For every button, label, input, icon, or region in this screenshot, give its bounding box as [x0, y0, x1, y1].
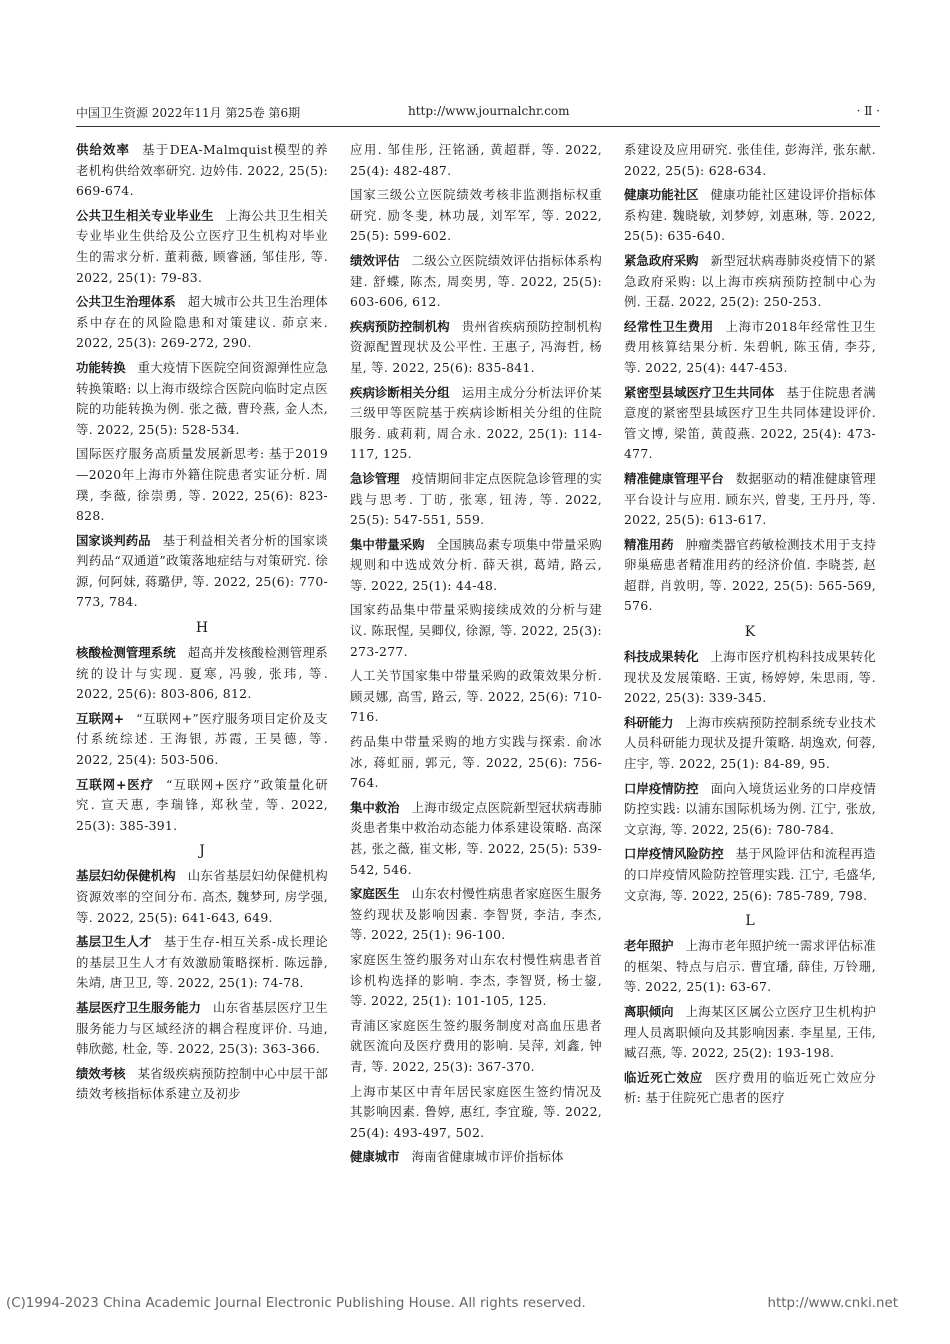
index-entry [76, 643, 328, 705]
reference-text: 疫情期间非定点医院急诊管理的实践与思考. 丁昉, 张寒, 钮涛, 等. 2022, 25(5): 547-551, 559. [350, 470, 603, 528]
reference-text: 基于风险评估和流程再造的口岸疫情风险防控管理实践. 江宁, 毛盛华, 文京海, 等. 2022, 25(6): 785-789, 798. [624, 846, 876, 903]
index-entry [624, 844, 876, 906]
index-entry [624, 383, 876, 465]
index-subreference [350, 666, 602, 728]
index-entry [624, 317, 876, 379]
index-term: 国家谈判药品 [76, 532, 151, 548]
index-subreference [350, 732, 602, 794]
index-term: 紧密型县域医疗卫生共同体 [624, 384, 775, 400]
index-entry [624, 535, 876, 617]
reference-text: 上海市2018年经常性卫生费用核算结果分析. 朱碧帆, 陈玉倩, 李芬, 等. 2022, 25(4): 447-453. [624, 318, 876, 375]
index-column-1 [76, 140, 328, 1109]
index-entry [624, 936, 876, 998]
running-header [76, 104, 880, 124]
index-term: 基层卫生人才 [76, 934, 152, 950]
index-entry [76, 140, 328, 202]
cnki-link[interactable]: http://www.cnki.net [767, 1296, 898, 1311]
reference-text: 人工关节国家集中带量采购的政策效果分析. 顾灵娜, 高雪, 路云, 等. 2022, 25(6): 710-716. [350, 668, 602, 725]
index-term: 绩效考核 [76, 1065, 126, 1081]
index-entry [624, 469, 876, 531]
index-term: 经常性卫生费用 [624, 318, 714, 334]
reference-text: 医疗费用的临近死亡效应分析: 基于住院死亡患者的医疗 [624, 1069, 876, 1106]
index-entry [350, 383, 602, 465]
reference-text: 药品集中带量采购的地方实践与探索. 俞冰冰, 蒋虹丽, 郭元, 等. 2022, 25(6): 756-764. [350, 734, 602, 791]
journal-url[interactable]: http://www.journalchr.com [408, 104, 570, 118]
reference-text: 重大疫情下医院空间资源弹性应急转换策略: 以上海市级综合医院向临时定点医院的功能转换为例. 张之薇, 曹玲燕, 金人杰, 等. 2022, 25(5): 528-534. [76, 359, 329, 437]
reference-text: 上海市医疗机构科技成果转化现状及发展策略. 王寅, 杨婷婷, 朱思雨, 等. 2022, 25(3): 339-345. [624, 649, 877, 706]
reference-text: 全国胰岛素专项集中带量采购规则和中选成效分析. 薛天祺, 葛靖, 路云, 等. 2022, 25(1): 44-48. [350, 536, 603, 593]
reference-text: 上海市某区中青年居民家庭医生签约情况及其影响因素. 鲁婷, 惠红, 李宜璇, 等. 2022, 25(4): 493-497, 502. [350, 1083, 602, 1140]
index-entry [624, 647, 876, 709]
index-entry [76, 866, 328, 928]
section-letter: L [745, 913, 755, 930]
index-entry [76, 998, 328, 1060]
index-subreference [76, 444, 328, 526]
index-entry [76, 531, 328, 613]
index-term: 口岸疫情防控 [624, 780, 699, 796]
reference-text: 上海市级定点医院新型冠状病毒肺炎患者集中救治动态能力体系建设策略. 高深甚, 张之薇, 崔文彬, 等. 2022, 25(5): 539-542, 546. [350, 799, 603, 877]
index-entry [350, 535, 602, 597]
reference-continuation: 应用. 邹佳彤, 汪铭涵, 黄超群, 等. 2022, 25(4): 482-487. [350, 142, 602, 178]
reference-text: 新型冠状病毒肺炎疫情下的紧急政府采购: 以上海市疾病预防控制中心为例. 王磊. 2022, 25(2): 250-253. [624, 252, 877, 310]
reference-text: 上海市疾病预防控制系统专业技术人员科研能力现状及提升策略. 胡逸欢, 何蓉, 庄宇, 等. 2022, 25(1): 84-89, 95. [624, 714, 877, 772]
index-term: 精准健康管理平台 [624, 470, 724, 486]
index-term: 疾病诊断相关分组 [350, 384, 450, 400]
index-entry [350, 1147, 602, 1168]
index-term: 公共卫生相关专业毕业生 [76, 207, 214, 223]
index-term: 互联网+医疗 [76, 776, 154, 792]
index-term: 基层妇幼保健机构 [76, 868, 176, 884]
index-term: 绩效评估 [350, 252, 400, 268]
section-letter: J [199, 843, 205, 860]
reference-text: 山东省基层妇幼保健机构资源效率的空间分布. 高杰, 魏梦珂, 房学强, 等. 2022, 25(5): 641-643, 649. [76, 868, 328, 925]
reference-text: 国家药品集中带量采购接续成效的分析与建议. 陈珉惺, 吴卿仪, 徐源, 等. 2022, 25(3): 273-277. [350, 602, 602, 659]
reference-text: 上海市老年照护统一需求评估标准的框架、特点与启示. 曹宜璠, 薛佳, 万铃珊, 等. 2022, 25(1): 63-67. [624, 938, 877, 995]
index-entry [350, 251, 602, 313]
index-term: 急诊管理 [350, 470, 400, 486]
reference-text: 青浦区家庭医生签约服务制度对高血压患者就医流向及医疗费用的影响. 吴萍, 刘鑫, 钟青, 等. 2022, 25(3): 367-370. [350, 1017, 602, 1074]
index-entry [350, 798, 602, 880]
page-number: · Ⅱ · [856, 104, 880, 118]
section-letter: K [744, 624, 756, 641]
reference-text: “互联网+”医疗服务项目定价及支付系统综述. 王海银, 苏霞, 王昊德, 等. 2022, 25(4): 503-506. [76, 710, 328, 768]
index-entry [76, 709, 328, 771]
reference-text: 肿瘤类器官药敏检测技术用于支持卵巢癌患者精准用药的经济价值. 李晓荟, 赵超群, 肖敦明, 等. 2022, 25(5): 565-569, 576. [624, 536, 877, 614]
reference-continuation: 国家三级公立医院绩效考核非监测指标权重研究. 励冬斐, 林功晟, 刘军军, 等. 2022, 25(5): 599-602. [350, 187, 602, 244]
index-term: 互联网+ [76, 710, 125, 726]
index-term: 离职倾向 [624, 1003, 674, 1019]
index-column-3 [624, 140, 876, 1113]
reference-text: 运用主成分分析法评价某三级甲等医院基于疾病诊断相关分组的住院服务. 戚莉莉, 周合永. 2022, 25(1): 114-117, 125. [350, 384, 602, 462]
index-entry [76, 932, 328, 994]
index-entry [76, 292, 328, 354]
index-term: 紧急政府采购 [624, 252, 699, 268]
index-term: 健康功能社区 [624, 187, 699, 203]
reference-text: “互联网+医疗”政策量化研究. 宣天惠, 李瑞锋, 郑秋莹, 等. 2022, 25(3): 385-391. [76, 776, 328, 833]
index-entry [76, 775, 328, 837]
reference-text: 基于生存-相互关系-成长理论的基层卫生人才有效激励策略探析. 陈远静, 朱靖, 唐卫卫, 等. 2022, 25(1): 74-78. [76, 934, 328, 991]
index-term: 集中救治 [350, 799, 400, 815]
reference-text: 山东农村慢性病患者家庭医生服务签约现状及影响因素. 李智贤, 李洁, 李杰, 等. 2022, 25(1): 96-100. [350, 886, 603, 943]
index-term: 临近死亡效应 [624, 1069, 704, 1085]
index-entry [624, 185, 876, 247]
index-term: 科技成果转化 [624, 649, 699, 665]
index-term: 口岸疫情风险防控 [624, 846, 724, 862]
header-rule [76, 126, 880, 127]
index-term: 精准用药 [624, 536, 674, 552]
reference-text: 上海某区区属公立医疗卫生机构护理人员离职倾向及其影响因素. 李星星, 王伟, 臧召燕, 等. 2022, 25(2): 193-198. [624, 1003, 877, 1061]
reference-text: 国际医疗服务高质量发展新思考: 基于2019—2020年上海市外籍住院患者实证分析. 周璞, 李薇, 徐崇勇, 等. 2022, 25(6): 823-828. [76, 446, 328, 524]
index-term: 科研能力 [624, 714, 674, 730]
reference-text: 超大城市公共卫生治理体系中存在的风险隐患和对策建议. 茆京来. 2022, 25(3): 269-272, 290. [76, 294, 328, 351]
reference-text: 基于利益相关者分析的国家谈判药品“双通道”政策落地症结与对策研究. 徐源, 何阿妹, 蒋璐伊, 等. 2022, 25(6): 770-773, 784. [76, 532, 329, 610]
index-entry [350, 317, 602, 379]
index-subreference [350, 1016, 602, 1078]
index-entry [624, 1002, 876, 1064]
index-entry [76, 206, 328, 288]
reference-text: 面向入境货运业务的口岸疫情防控实践: 以浦东国际机场为例. 江宁, 张放, 文京海, 等. 2022, 25(6): 780-784. [624, 780, 877, 837]
index-subreference [350, 950, 602, 1012]
index-entry [624, 251, 876, 313]
index-entry [350, 884, 602, 946]
index-term: 核酸检测管理系统 [76, 645, 176, 661]
reference-text: 数据驱动的精准健康管理平台设计与应用. 顾东兴, 曾斐, 王丹丹, 等. 2022, 25(5): 613-617. [624, 470, 876, 528]
copyright-notice: (C)1994-2023 China Academic Journal Electronic Publishing House. All rights reserved. [6, 1296, 586, 1311]
reference-text: 山东省基层医疗卫生服务能力与区域经济的耦合程度评价. 马迪, 韩欣懿, 杜金, 等. 2022, 25(3): 363-366. [76, 999, 329, 1057]
index-subreference [350, 600, 602, 662]
index-subreference [350, 1082, 602, 1144]
index-entry [76, 1064, 328, 1105]
index-term: 功能转换 [76, 359, 126, 375]
index-term: 家庭医生 [350, 886, 400, 902]
index-term: 基层医疗卫生服务能力 [76, 999, 201, 1015]
reference-text: 基于住院患者满意度的紧密型县域医疗卫生共同体建设评价. 管文博, 梁笛, 黄葭燕. 2022, 25(4): 473-477. [624, 384, 877, 462]
reference-text: 二级公立医院绩效评估指标体系构建. 舒蝶, 陈杰, 周奕男, 等. 2022, 25(5): 603-606, 612. [350, 252, 603, 310]
journal-info: 中国卫生资源 2022年11月 第25卷 第6期 [76, 106, 301, 120]
reference-text: 基于DEA-Malmquist模型的养老机构供给效率研究. 边妗伟. 2022, 25(5): 669-674. [76, 142, 328, 199]
section-letter: H [195, 620, 209, 637]
index-entry [76, 358, 328, 440]
index-entry [624, 779, 876, 841]
reference-text: 超高并发核酸检测管理系统的设计与实现. 夏寒, 冯骏, 张玮, 等. 2022, 25(6): 803-806, 812. [76, 645, 328, 702]
reference-text: 某省级疾病预防控制中心中层干部绩效考核指标体系建立及初步 [76, 1065, 329, 1102]
index-term: 疾病预防控制机构 [350, 318, 450, 334]
reference-text: 健康功能社区建设评价指标体系构建. 魏晓敏, 刘梦婷, 刘惠琳, 等. 2022, 25(5): 635-640. [624, 187, 877, 244]
reference-text: 贵州省疾病预防控制机构资源配置现状及公平性. 王惠子, 冯海哲, 杨星, 等. 2022, 25(6): 835-841. [350, 318, 602, 375]
index-column-2 [350, 140, 602, 1172]
index-term: 集中带量采购 [350, 536, 425, 552]
reference-continuation: 系建设及应用研究. 张佳佳, 彭海洋, 张东献. 2022, 25(5): 628-634. [624, 142, 876, 178]
index-term: 健康城市 [350, 1149, 400, 1165]
index-entry [624, 713, 876, 775]
index-term: 公共卫生治理体系 [76, 294, 176, 310]
index-term: 老年照护 [624, 938, 674, 954]
reference-text: 家庭医生签约服务对山东农村慢性病患者首诊机构选择的影响. 李杰, 李智贤, 杨士鋆, 等. 2022, 25(1): 101-105, 125. [350, 951, 602, 1009]
reference-text: 上海公共卫生相关专业毕业生供给及公立医疗卫生机构对毕业生的需求分析. 董莉薇, 顾睿涵, 邹佳彤, 等. 2022, 25(1): 79-83. [76, 207, 328, 285]
index-entry [624, 1068, 876, 1109]
index-entry [350, 469, 602, 531]
index-term: 供给效率 [76, 142, 131, 157]
page-footer [6, 1296, 950, 1316]
reference-text: 海南省健康城市评价指标体 [411, 1149, 564, 1165]
